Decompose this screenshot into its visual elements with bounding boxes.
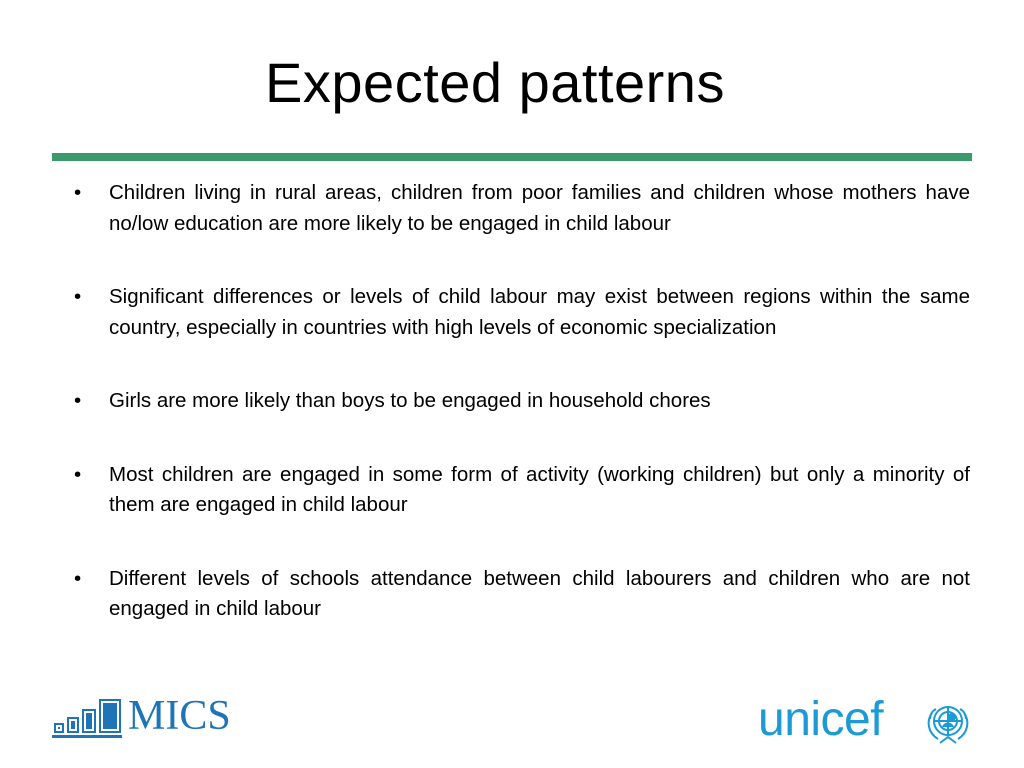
bullet-item xyxy=(74,178,970,239)
bullet-list xyxy=(74,178,970,668)
mics-wordmark: MICS xyxy=(128,693,231,739)
bullet-item xyxy=(74,564,970,625)
bullet-item xyxy=(74,282,970,343)
bullet-item xyxy=(74,460,970,521)
slide-title: Expected patterns xyxy=(265,51,725,114)
bullet-item xyxy=(74,386,970,417)
unicef-wordmark: unicef xyxy=(758,693,884,746)
bullet-text: Girls are more likely than boys to be engaged in household chores xyxy=(109,389,711,412)
bullet-dot: • xyxy=(74,566,82,590)
bullet-text: Significant differences or levels of child labour may exist between regions within the same country, especially in countries with high levels of economic specialization xyxy=(109,285,970,339)
bullet-text: Most children are engaged in some form of activity (working children) but only a minority of them are engaged in child labour xyxy=(109,462,970,516)
unicef-logo xyxy=(754,693,984,749)
bullet-dot: • xyxy=(74,285,82,308)
bullet-dot: • xyxy=(74,181,82,204)
bullet-text: Children living in rural areas, children from poor families and children whose mothers have no/low education are more likely to be engaged in child labour xyxy=(109,181,970,235)
bullet-dot: • xyxy=(74,389,82,412)
unicef-emblem-icon xyxy=(922,697,974,749)
mics-logo xyxy=(52,693,252,739)
bullet-text: Different levels of schools attendance between child labourers and children who are not engaged in child labour xyxy=(109,566,970,620)
title-divider xyxy=(52,153,972,161)
bar-chart-icon xyxy=(52,697,126,739)
bullet-dot: • xyxy=(74,462,82,486)
